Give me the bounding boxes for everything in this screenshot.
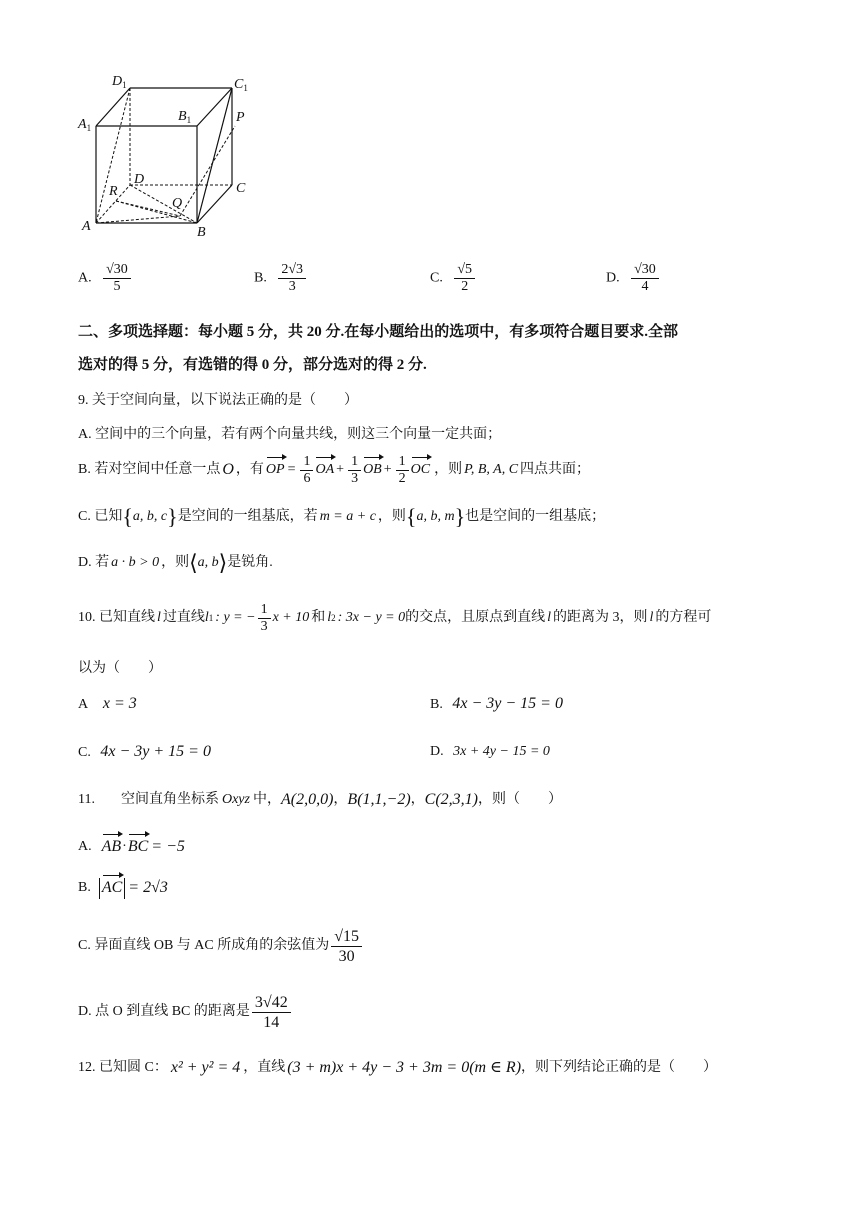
option-label: C. [430, 270, 443, 286]
q10-frac: $\frac{1}{3}$ [258, 602, 271, 635]
label-P: P [236, 110, 245, 125]
q9-option-b[interactable] [78, 453, 590, 487]
q9d-pre: D. 若 [78, 555, 110, 570]
q9c-eq: m = a + c [319, 509, 376, 524]
q8-option-c[interactable] [430, 262, 477, 295]
option-c-fraction: $\frac{√5}{2}$ [454, 262, 475, 295]
q9c-mid2: ，则 [377, 509, 406, 524]
q8-option-b[interactable] [254, 262, 308, 295]
q9c-post: 也是空间的一组基底； [465, 509, 606, 524]
label-D: D [134, 172, 145, 187]
option-label: A. [78, 270, 92, 286]
q9b-vec-OB: OB [363, 460, 382, 480]
q9b-have: ，有 [235, 462, 264, 477]
label-C1: $C_1$ [234, 77, 248, 93]
angle-left: ⟨ [189, 550, 198, 575]
q8-option-a[interactable] [78, 262, 133, 295]
q9b-vec-OC: OC [411, 460, 430, 480]
q9b-frac3: $\frac{1}{2}$ [396, 454, 409, 487]
q9d-mid: ，则 [161, 555, 190, 570]
q9-stem: 9. 关于空间向量，以下说法正确的是（ ） [78, 393, 358, 408]
q9c-pre: C. 已知 [78, 509, 123, 524]
q9b-vec-OP: OP [266, 460, 285, 480]
q11-option-b[interactable]: B. AC = 2√3 [78, 874, 168, 902]
option-b-fraction: $\frac{2√3}{3}$ [278, 262, 306, 295]
brace-left: { [122, 504, 133, 529]
label-Q: Q [172, 196, 183, 211]
label-B1: $B_1$ [178, 109, 192, 125]
q12-stem: 12. 已知圆 C： x² + y² = 4 ，直线 (3 + m)x + 4y − 3 + 3m = 0(m ∈ R) ，则下列结论正确的是（ ） [78, 1059, 718, 1076]
q9-option-a[interactable]: A. 空间中的三个向量，若有两个向量共线，则这三个向量一定共面； [78, 427, 502, 442]
q9d-cond: a · b > 0 [111, 555, 160, 570]
q10-option-d[interactable]: D. 3x + 4y − 15 = 0 [430, 744, 550, 759]
label-A1: $A_1$ [78, 117, 92, 133]
q9b-points: P, B, A, C [464, 462, 519, 477]
q9d-post: 是锐角. [227, 555, 273, 570]
q9b-then: ，则 [434, 462, 463, 477]
brace-right: } [454, 504, 466, 529]
q9c-mid1: 是空间的一组基底，若 [177, 509, 318, 524]
q11d-frac: $\frac{3√42}{14}$ [252, 993, 291, 1032]
brace-left: { [405, 504, 417, 529]
q9b-frac2: $\frac{1}{3}$ [348, 454, 361, 487]
q9c-set2: a, b, m [416, 509, 455, 524]
option-label: D. [606, 270, 620, 286]
q8-option-d[interactable] [606, 262, 661, 295]
q9b-plus2: + [383, 462, 392, 477]
q9b-post: 四点共面； [520, 462, 591, 477]
q11c-frac: $\frac{√15}{30}$ [331, 927, 362, 966]
label-R: R [109, 184, 118, 199]
q11-option-c[interactable]: C. 异面直线 OB 与 AC 所成角的余弦值为 $\frac{√15}{30}$ [78, 924, 364, 968]
section-heading-line2: 选对的得 5 分，有选错的得 0 分，部分选对的得 2 分. [78, 357, 427, 373]
q9-option-c[interactable] [78, 504, 605, 530]
q10-option-a[interactable]: A x = 3 [78, 695, 137, 712]
q9b-point-O: O [222, 461, 234, 478]
q11-stem: 11. 空间直角坐标系 Oxyz 中， A(2,0,0) ， B(1,1,−2) ， C(2,3,1) ，则（ ） [78, 791, 562, 808]
q10-stem-line2: 以为（ ） [78, 661, 162, 676]
q9b-plus1: + [336, 462, 345, 477]
option-d-fraction: $\frac{√30}{4}$ [631, 262, 659, 295]
q9c-set1: a, b, c [132, 509, 168, 524]
q11-option-a[interactable]: A. AB · BC = −5 [78, 838, 185, 855]
q10-option-b[interactable]: B. 4x − 3y − 15 = 0 [430, 695, 563, 712]
q9b-vec-OA: OA [315, 460, 334, 480]
cube-figure [72, 68, 262, 240]
brace-right: } [167, 504, 178, 529]
label-D1: $D_1$ [112, 74, 127, 90]
q9-option-d[interactable] [78, 550, 273, 576]
section-heading-line1: 二、多项选择题：每小题 5 分，共 20 分.在每小题给出的选项中，有多项符合题目要求.全部 [78, 324, 679, 340]
q10-stem: 10. 已知直线 l 过直线 l 1 : y = − $\frac{1}{3}$ x + 10 和 l 2 : 3x − y = 0 的交点，且原点到直线 l 的距离为 3，则 l 的方程可 [78, 601, 712, 634]
q10-option-c[interactable]: C. 4x − 3y + 15 = 0 [78, 743, 211, 760]
q9b-frac1: $\frac{1}{6}$ [300, 454, 313, 487]
q9d-angle: a, b [197, 555, 219, 570]
option-label: B. [254, 270, 267, 286]
q9b-pre: B. 若对空间中任意一点 [78, 462, 221, 477]
angle-right: ⟩ [218, 550, 228, 575]
q11-option-d[interactable]: D. 点 O 到直线 BC 的距离是 $\frac{3√42}{14}$ [78, 990, 293, 1034]
q9b-eq: = [287, 462, 296, 477]
label-A: A [82, 219, 91, 234]
label-C: C [236, 181, 246, 196]
option-a-fraction: $\frac{√30}{5}$ [103, 262, 131, 295]
label-B: B [197, 225, 206, 240]
